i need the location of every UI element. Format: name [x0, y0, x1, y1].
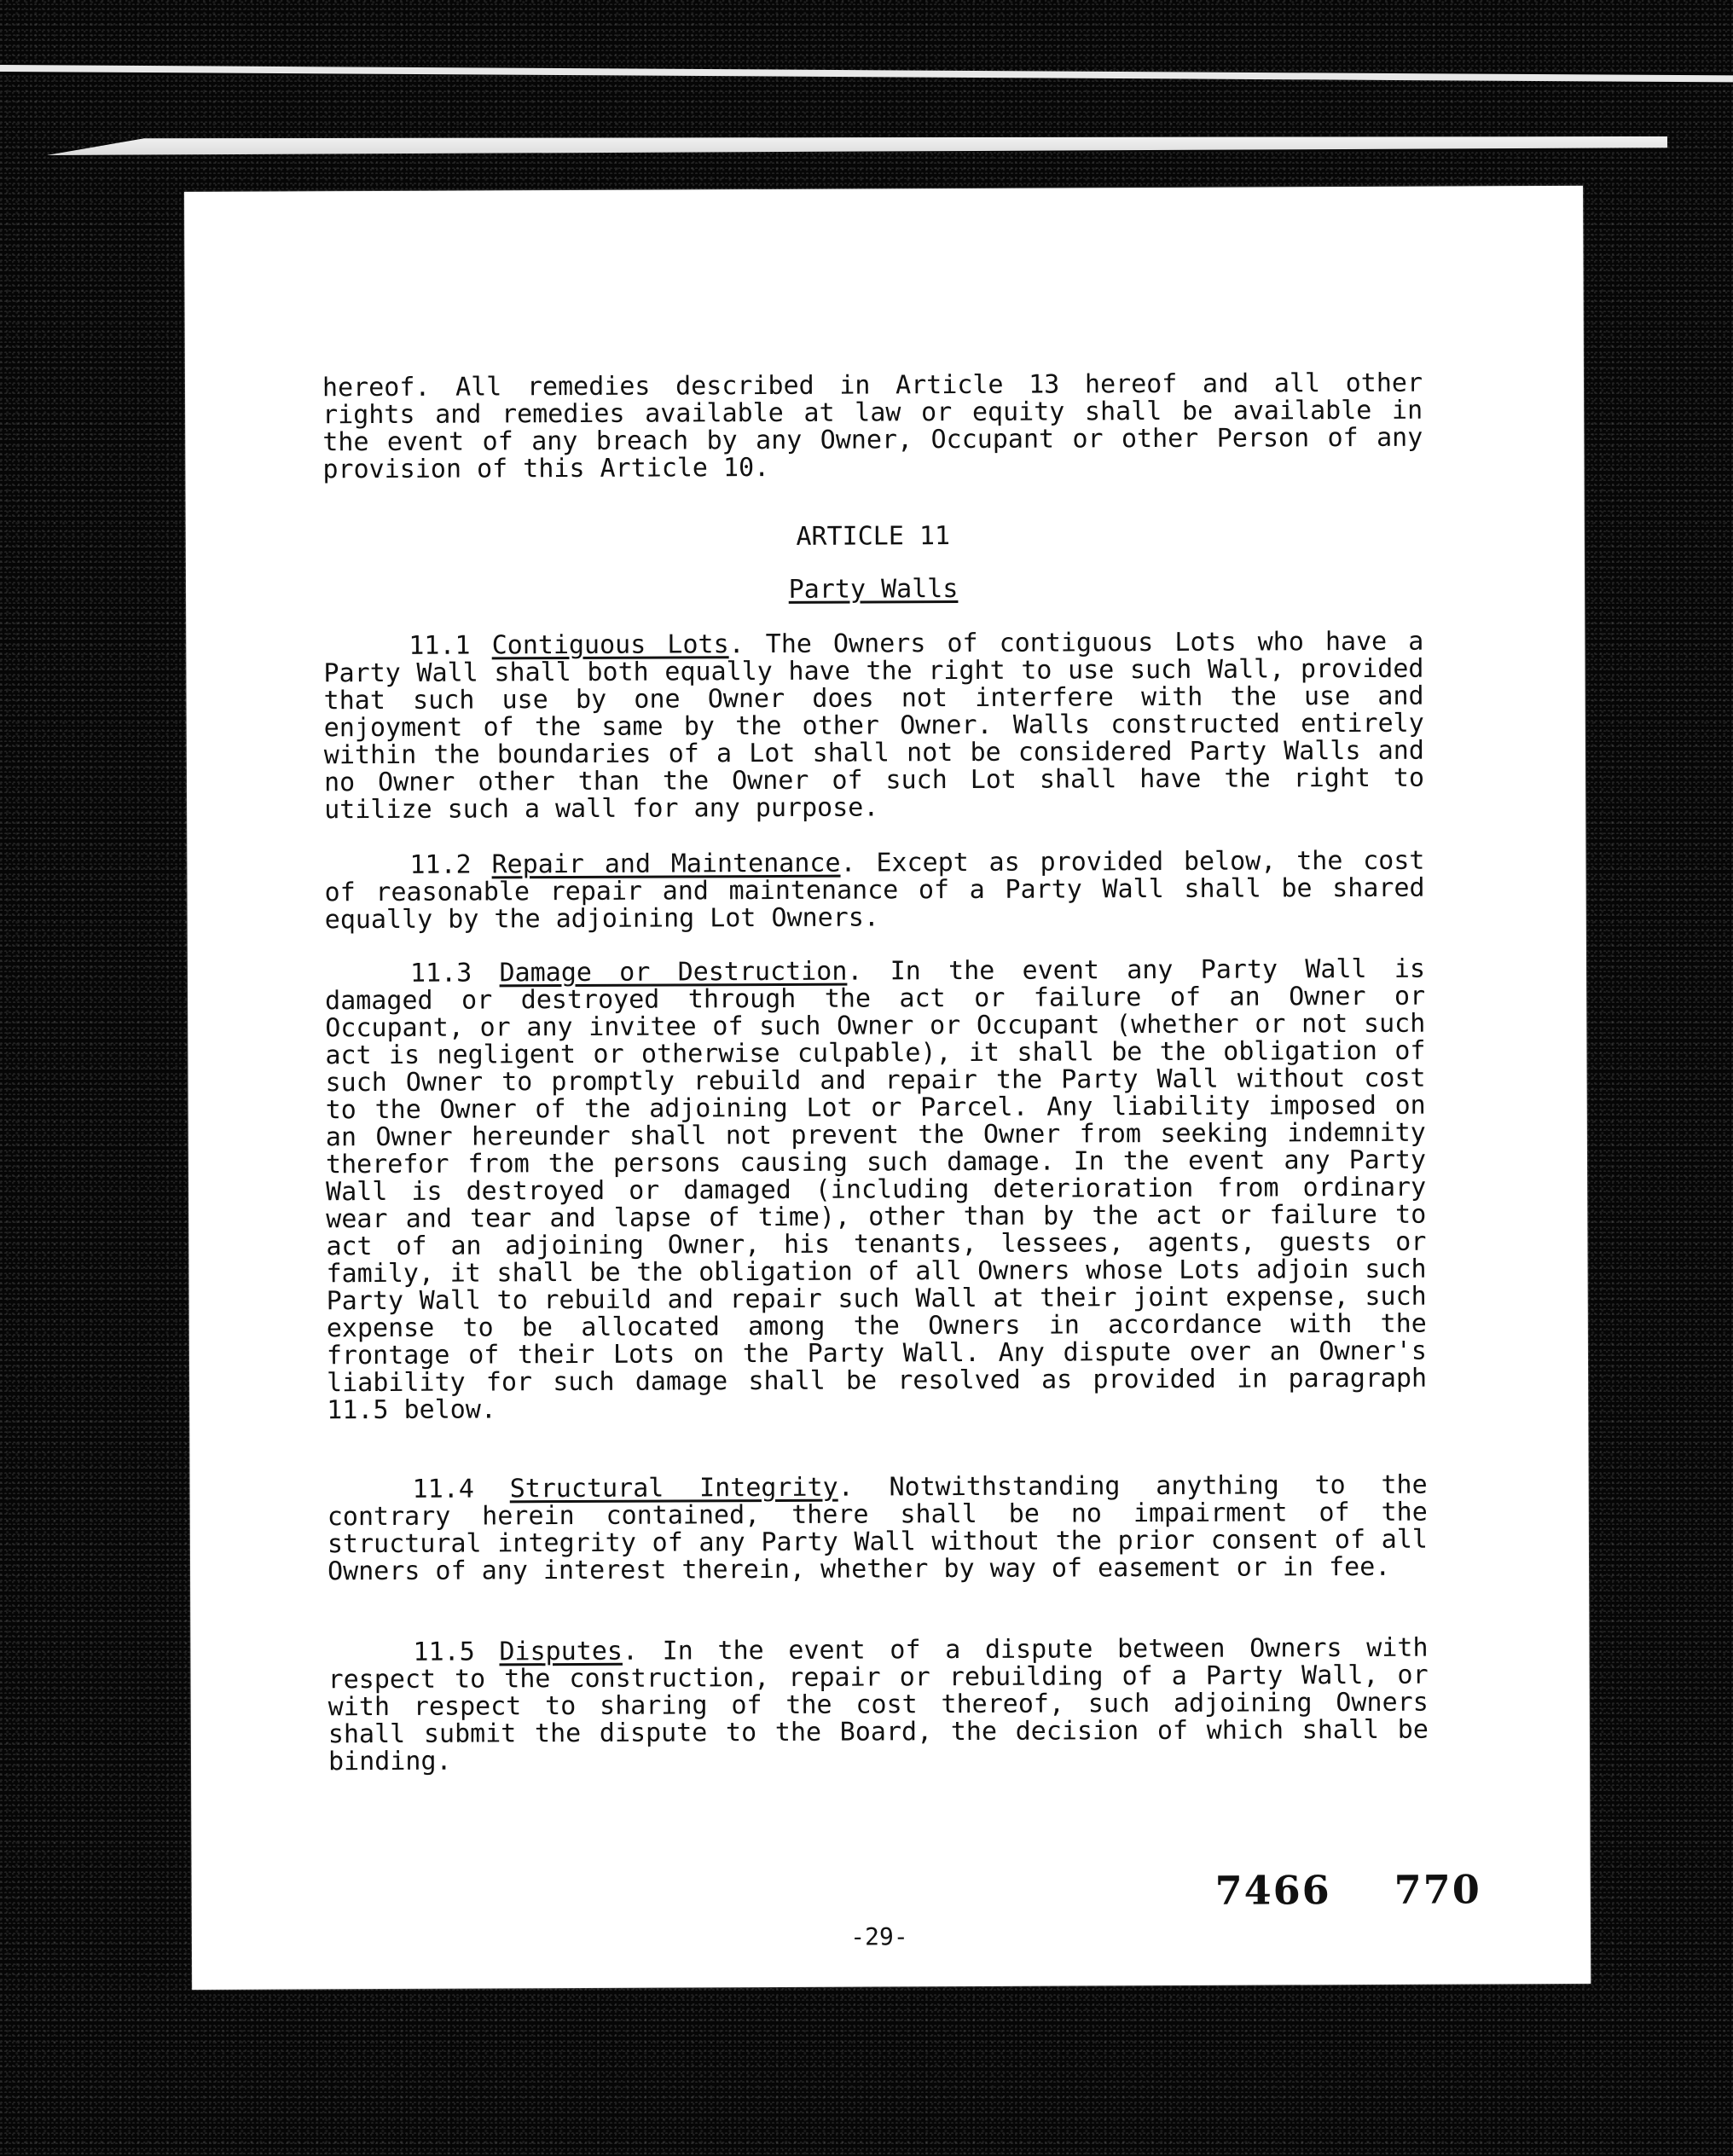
section-11-4 — [327, 1469, 1429, 1587]
section-number: 11.5 — [413, 1637, 475, 1667]
article-heading: ARTICLE 11 — [796, 521, 951, 552]
section-11-3 — [325, 953, 1428, 1426]
intro-paragraph: hereof. All remedies described in Article 13 hereof and all other rights and remedies available at law or equity shall be available in the event of any breach by any Owner, Occupant or other Person of any provision of this Article 10. — [322, 368, 1423, 485]
book-page-stamp — [1215, 1866, 1481, 1913]
document-page — [184, 186, 1591, 1990]
section-paragraph — [327, 1632, 1429, 1777]
section-paragraph — [327, 1469, 1429, 1587]
section-body: . Except as provided below, the cost of reasonable repair and maintenance of a Party Wall shall be shared equally by the adjoining Lot Owners. — [324, 845, 1425, 936]
article-title-wrap — [323, 572, 1423, 607]
section-paragraph — [323, 626, 1425, 826]
book-number: 7466 — [1214, 1867, 1331, 1914]
section-body: . Notwithstanding anything to the contrary herein contained, there shall be no impairment of the structural integrity of any Party Wall without the prior consent of all Owners of any interest therein, whether by way of easement or in fee. — [327, 1469, 1428, 1587]
section-heading: Repair and Maintenance — [491, 848, 841, 880]
section-number: 11.3 — [409, 958, 472, 988]
section-body: . The Owners of contiguous Lots who have a Party Wall shall both equally have the right to use such Wall, provided that such use by one Owner does not interfere with the use and enjoyment of the same by the other Owner. Walls constructed entirely within the boundaries of a Lot shall not be considered Party Walls and no Owner other than the Owner of such Lot shall have the right to utilize such a wall for any purpose. — [323, 626, 1425, 826]
section-11-1 — [323, 626, 1425, 826]
page-number: -29- — [850, 1922, 908, 1951]
section-body: . In the event of a dispute between Owners with respect to the construction, repair or rebuilding of a Party Wall, or with respect to sharing of the cost thereof, such adjoining Owners shall submit the dispute to the Board, the decision of which shall be binding. — [327, 1632, 1429, 1777]
section-11-5 — [327, 1632, 1429, 1777]
section-11-2 — [324, 845, 1425, 936]
intro-paragraph-block — [322, 370, 1423, 484]
section-heading: Structural Integrity — [509, 1472, 838, 1504]
section-heading: Disputes — [499, 1636, 623, 1667]
page-reference: 770 — [1394, 1866, 1481, 1913]
section-paragraph — [325, 953, 1428, 1426]
section-number: 11.1 — [409, 630, 471, 661]
article-title: Party Walls — [788, 574, 959, 605]
section-number: 11.2 — [409, 849, 472, 880]
section-heading: Contiguous Lots — [491, 629, 729, 661]
section-paragraph — [324, 845, 1425, 936]
section-number: 11.4 — [412, 1474, 474, 1504]
section-body: . In the event any Party Wall is damaged or destroyed through the act or failure of an Owner or Occupant, or any invitee of such Owner or Occupant (whether or not such act is negligent or otherwise culpable), it shall be the obligation of such Owner to promptly rebuild and repair the Party Wall without cost to the Owner of the adjoining Lot or Parcel. Any liability imposed on an Owner hereunder shall not prevent the Owner from seeking indemnity therefor from the persons causing such damage. In the event any Party Wall is destroyed or damaged (including deterioration from ordinary wear and tear and lapse of time), other than by the act or failure to act of an adjoining Owner, his tenants, lessees, agents, guests or family, it shall be the obligation of all Owners whose Lots adjoin such Party Wall to rebuild and repair such Wall at their joint expense, such expense to be allocated among the Owners in accordance with the frontage of their Lots on the Party Wall. Any dispute over an Owner's liability for such damage shall be resolved as provided in paragraph 11.5 below. — [325, 953, 1428, 1426]
section-heading: Damage or Destruction — [499, 956, 848, 988]
